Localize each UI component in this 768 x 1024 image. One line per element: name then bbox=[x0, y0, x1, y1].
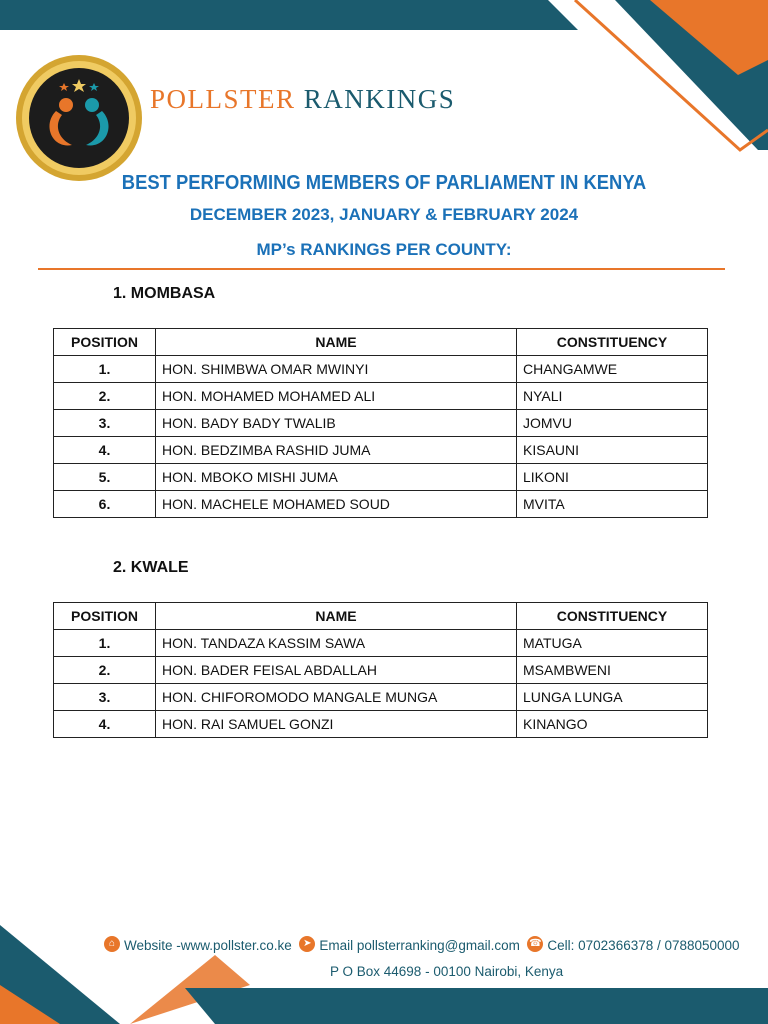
header-position: POSITION bbox=[54, 603, 156, 630]
row-position: 4. bbox=[54, 711, 156, 738]
header-constituency: CONSTITUENCY bbox=[517, 329, 708, 356]
brand-word-rankings: RANKINGS bbox=[303, 84, 456, 114]
footer-website[interactable]: Website -www.pollster.co.ke bbox=[124, 938, 292, 953]
pollster-logo bbox=[14, 53, 144, 183]
title-divider bbox=[38, 268, 725, 270]
header-position: POSITION bbox=[54, 329, 156, 356]
table-row bbox=[54, 410, 708, 437]
footer-address: P O Box 44698 - 00100 Nairobi, Kenya bbox=[330, 964, 564, 979]
row-constituency: LUNGA LUNGA bbox=[517, 684, 708, 711]
row-position: 1. bbox=[54, 630, 156, 657]
row-position: 1. bbox=[54, 356, 156, 383]
row-constituency: NYALI bbox=[517, 383, 708, 410]
ranking-table-mombasa bbox=[53, 328, 708, 518]
table-row bbox=[54, 464, 708, 491]
ranking-table-kwale bbox=[53, 602, 708, 738]
home-icon: ⌂ bbox=[104, 936, 120, 952]
row-constituency: LIKONI bbox=[517, 464, 708, 491]
table-row bbox=[54, 630, 708, 657]
row-name: HON. BADY BADY TWALIB bbox=[156, 410, 517, 437]
table-header-row bbox=[54, 329, 708, 356]
row-position: 6. bbox=[54, 491, 156, 518]
table-row bbox=[54, 437, 708, 464]
row-constituency: MATUGA bbox=[517, 630, 708, 657]
section-heading-mombasa: 1. MOMBASA bbox=[113, 285, 216, 302]
table-row bbox=[54, 491, 708, 518]
row-name: HON. MBOKO MISHI JUMA bbox=[156, 464, 517, 491]
table-row bbox=[54, 356, 708, 383]
table-row bbox=[54, 711, 708, 738]
document-subtitle: MP’s RANKINGS PER COUNTY: bbox=[256, 240, 512, 259]
row-position: 3. bbox=[54, 410, 156, 437]
brand-word-pollster: POLLSTER bbox=[150, 84, 296, 114]
table-header-row bbox=[54, 603, 708, 630]
table-row bbox=[54, 684, 708, 711]
row-name: HON. RAI SAMUEL GONZI bbox=[156, 711, 517, 738]
row-constituency: KISAUNI bbox=[517, 437, 708, 464]
footer-email[interactable]: Email pollsterranking@gmail.com bbox=[319, 938, 520, 953]
header-name: NAME bbox=[156, 329, 517, 356]
row-position: 5. bbox=[54, 464, 156, 491]
row-name: HON. CHIFOROMODO MANGALE MUNGA bbox=[156, 684, 517, 711]
row-constituency: MSAMBWENI bbox=[517, 657, 708, 684]
row-constituency: CHANGAMWE bbox=[517, 356, 708, 383]
footer-cell: Cell: 0702366378 / 0788050000 bbox=[547, 938, 740, 953]
header-name: NAME bbox=[156, 603, 517, 630]
table-row bbox=[54, 657, 708, 684]
row-name: HON. BEDZIMBA RASHID JUMA bbox=[156, 437, 517, 464]
row-name: HON. BADER FEISAL ABDALLAH bbox=[156, 657, 517, 684]
section-heading-kwale: 2. KWALE bbox=[113, 559, 189, 576]
cursor-icon: ➤ bbox=[299, 936, 315, 952]
row-position: 2. bbox=[54, 657, 156, 684]
row-name: HON. TANDAZA KASSIM SAWA bbox=[156, 630, 517, 657]
brand-title bbox=[150, 84, 455, 115]
footer-contacts bbox=[104, 938, 740, 954]
document-title: BEST PERFORMING MEMBERS OF PARLIAMENT IN KENYA bbox=[121, 172, 647, 194]
header-constituency: CONSTITUENCY bbox=[517, 603, 708, 630]
row-position: 3. bbox=[54, 684, 156, 711]
row-name: HON. MOHAMED MOHAMED ALI bbox=[156, 383, 517, 410]
row-position: 2. bbox=[54, 383, 156, 410]
row-name: HON. SHIMBWA OMAR MWINYI bbox=[156, 356, 517, 383]
table-row bbox=[54, 383, 708, 410]
row-constituency: KINANGO bbox=[517, 711, 708, 738]
row-name: HON. MACHELE MOHAMED SOUD bbox=[156, 491, 517, 518]
row-position: 4. bbox=[54, 437, 156, 464]
phone-icon: ☎ bbox=[527, 936, 543, 952]
document-period: DECEMBER 2023, JANUARY & FEBRUARY 2024 bbox=[189, 205, 579, 224]
row-constituency: MVITA bbox=[517, 491, 708, 518]
row-constituency: JOMVU bbox=[517, 410, 708, 437]
